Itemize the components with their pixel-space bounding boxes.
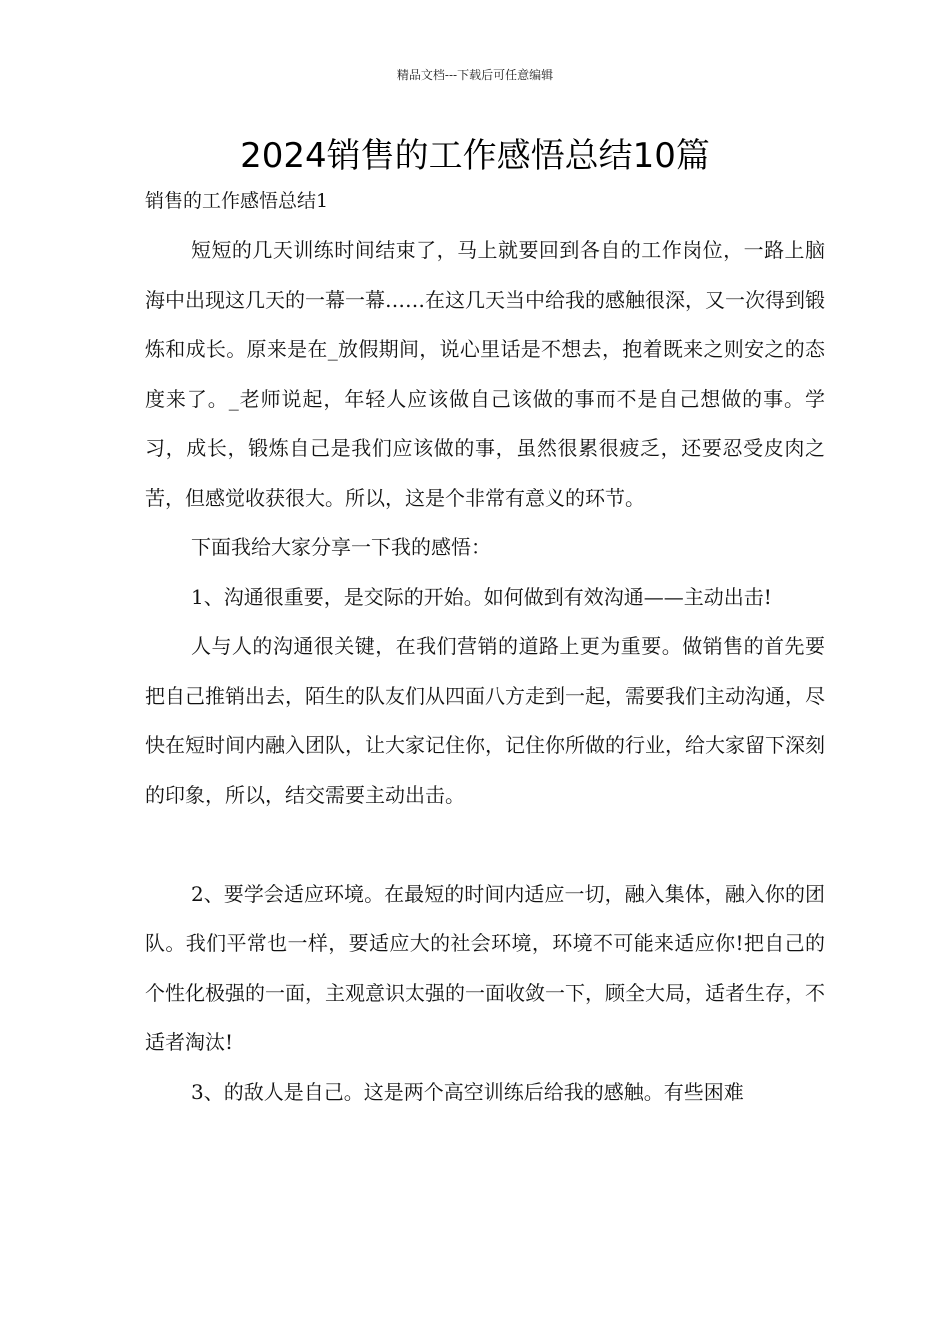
paragraph-point-2: 2、要学会适应环境。在最短的时间内适应一切，融入集体，融入你的团队。我们平常也一样，要适应大的社会环境，环境不可能来适应你!把自己的个性化极强的一面，主观意识太强的一面收敛一下，顾全大局，适者生存，不适者淘汰! [145,881,825,1054]
paragraph-intro: 短短的几天训练时间结束了，马上就要回到各自的工作岗位，一路上脑海中出现这几天的一幕一幕……在这几天当中给我的感触很深，又一次得到锻炼和成长。原来是在_放假期间，说心里话是不想去，抱着既来之则安之的态度来了。_老师说起，年轻人应该做自己该做的事而不是自己想做的事。学习，成长，锻炼自己是我们应该做的事，虽然很累很疲乏，还要忍受皮肉之苦，但感觉收获很大。所以，这是个非常有意义的环节。 [145,238,825,510]
paragraph-point-1: 1、沟通很重要，是交际的开始。如何做到有效沟通——主动出击! [191,584,772,609]
document-body [145,226,825,1117]
document-title: 2024销售的工作感悟总结10篇 [240,136,710,176]
section-heading: 销售的工作感悟总结1 [145,190,329,212]
paragraph-point-3: 3、的敌人是自己。这是两个高空训练后给我的感触。有些困难 [191,1079,744,1104]
paragraph-communication: 人与人的沟通很关键，在我们营销的道路上更为重要。做销售的首先要把自己推销出去，陌生的队友们从四面八方走到一起，需要我们主动沟通，尽快在短时间内融入团队，让大家记住你，记住你所做的行业，给大家留下深刻的印象，所以，结交需要主动出击。 [145,634,825,807]
blank-line [145,820,825,870]
header-note: 精品文档---下载后可任意编辑 [396,68,554,82]
paragraph-share-lead: 下面我给大家分享一下我的感悟： [191,535,491,559]
